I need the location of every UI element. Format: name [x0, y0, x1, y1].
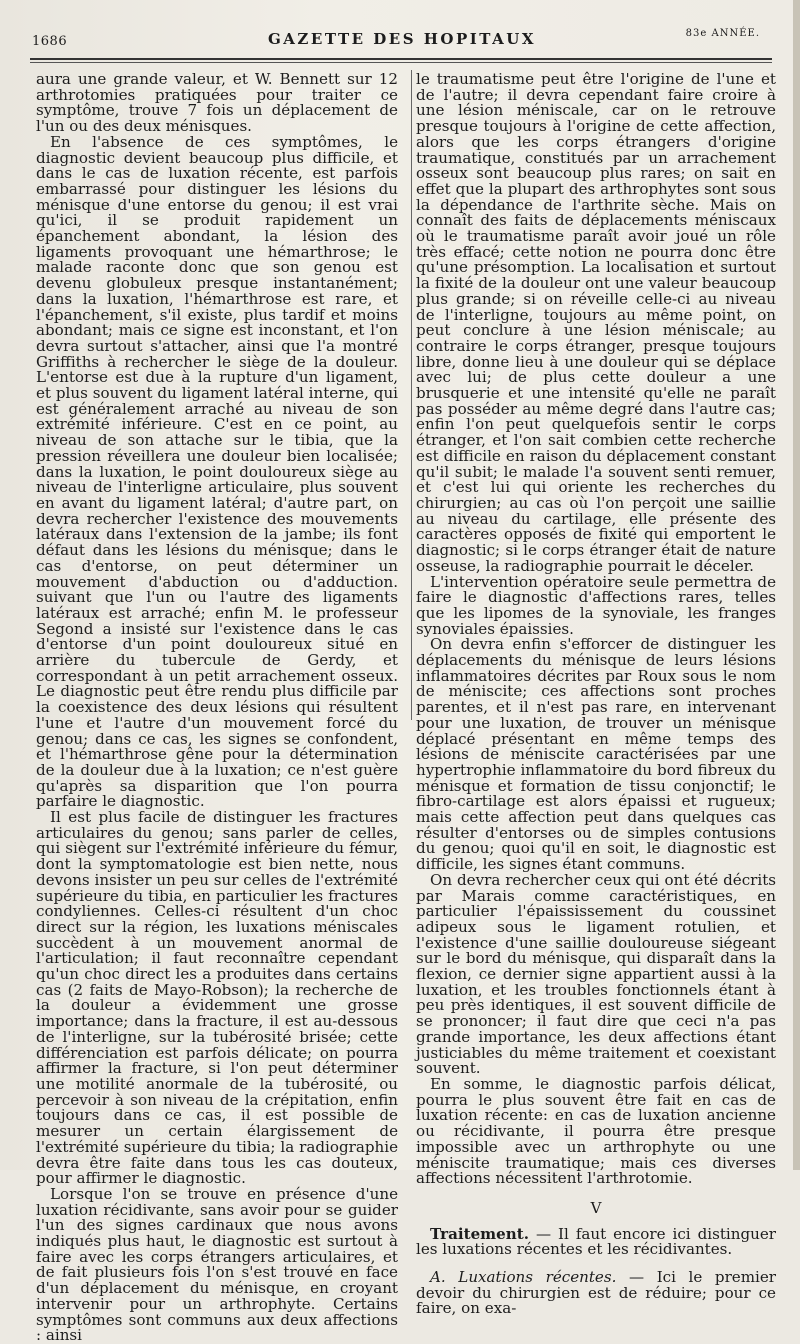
page-edge-shadow — [793, 0, 800, 1170]
subsection-text: — Ici le premier devoir du chirurgien est de réduire; pour ce faire, on exa- — [416, 1268, 776, 1318]
header-rule-thick — [30, 58, 772, 60]
page-number: 1686 — [32, 34, 68, 49]
header-rule-thin — [30, 62, 772, 63]
subsection-heading: A. Luxations récentes. — [430, 1268, 617, 1287]
section-numeral: V — [590, 1198, 602, 1217]
paragraph: En somme, le diagnostic parfois délicat, pourra le plus souvent être fait en cas de luxation récente: en cas de luxation ancienne ou récidivante, il pourra être presque impossible avec un arthrophyte ou une méniscite traumatique; mais ces diverses affections nécessitent l'arthrotomie. — [416, 1075, 776, 1188]
paragraph: aura une grande valeur, et W. Bennett sur 12 arthrotomies pratiquées pour traiter ce symptôme, trouve 7 fois un déplacement de l'un ou des deux ménisques. — [36, 70, 398, 136]
right-column-body — [416, 72, 776, 1187]
section-paragraph — [416, 1224, 776, 1259]
section-heading: Traitement. — [430, 1224, 529, 1243]
paragraph: Lorsque l'on se trouve en présence d'une luxation récidivante, sans avoir pour se guider l'un des signes cardinaux que nous avons indiqués plus haut, le diagnostic est surtout à faire avec les corps étrangers articulaires, et de fait plusieurs fois l'on s'est trouvé en face d'un déplacement du ménisque, en croyant intervenir pour un arthrophyte. Certains symptômes sont communs aux deux affections : ainsi — [36, 1184, 398, 1344]
paragraph: L'intervention opératoire seule permettra de faire le diagnostic d'affections rares, telles que les lipomes de la synoviale, les franges synoviales épaissies. — [416, 572, 776, 638]
paragraph: le traumatisme peut être l'origine de l'une et de l'autre; il devra cependant faire croire à une lésion méniscale, car on le retrouve presque toujours à l'origine de cette affection, alors que les corps étrangers d'origine traumatique, constitués par un arrachement osseux sont beaucoup plus rares; on sait en effet que la plupart des arthrophytes sont sous la dépendance de l'arthrite sèche. Mais on connaît des faits de déplacements méniscaux où le traumatisme paraît avoir joué un rôle très effacé; cette notion ne pourra donc être qu'une présomption. La localisation et surtout la fixité de la douleur ont une valeur beaucoup plus grande; si on réveille celle-ci au niveau de l'interligne, toujours au même point, on peut conclure à une lésion méniscale; au contraire le corps étranger, presque toujours libre, donne lieu à une douleur qui se déplace avec lui; de plus cette douleur a une brusquerie et une intensité qu'elle ne paraît pas posséder au même degré dans l'autre cas; enfin l'on peut quelquefois sentir le corps étranger, et l'on sait combien cette recherche est difficile en raison du déplacement constant qu'il subit; le malade l'a souvent senti remuer, et c'est lui qui oriente les recherches du chirurgien; au cas où l'on perçoit une saillie au niveau du cartilage, elle présente des caractères opposés de fixité qui emportent le diagnostic; si le corps étranger était de nature osseuse, la radiographie pourrait le déceler. — [416, 70, 776, 575]
paragraph: En l'absence de ces symptômes, le diagnostic devient beaucoup plus difficile, et dans le cas de luxation récente, est parfois embarrassé pour distinguer les lésions du ménisque d'une entorse du genou; il est vrai qu'ici, il se produit rapidement un épanchement abondant, la lésion des ligaments provoquant une hémarthrose; le malade raconte donc que son genou est devenu globuleux presque instantanément; dans la luxation, l'hémarthrose est rare, et l'épanchement, s'il existe, plus tardif et moins abondant; mais ce signe est inconstant, et l'on devra surtout s'attacher, ainsi que l'a montré Griffiths à rechercher le siège de la douleur. L'entorse est due à la rupture d'un ligament, et plus souvent du ligament latéral interne, qui est généralement arraché au niveau de son extrémité inférieure. C'est en ce point, au niveau de son attache sur le tibia, que la pression réveillera une douleur bien localisée; dans la luxation, le point douloureux siège au niveau de l'interligne articulaire, plus souvent en avant du ligament latéral; d'autre part, on devra rechercher l'existence des mouvements latéraux dans l'extension de la jambe; ils font défaut dans les lésions du ménisque; dans le cas d'entorse, on peut déterminer un mouvement d'abduction ou d'adduction. suivant que l'un ou l'autre des ligaments latéraux est arraché; enfin M. le professeur Segond a insisté sur l'existence dans le cas d'entorse d'un point douloureux situé en arrière du tubercule de Gerdy, et correspondant à un petit arrachement osseux. Le diagnostic peut être rendu plus difficile par la coexistence des deux lésions qui résultent l'une et l'autre d'un mouvement forcé du genou; dans ce cas, les signes se confondent, et l'hémarthrose gêne pour la détermination de la douleur due à la luxation; ce n'est guère qu'après sa disparition que l'on pourra parfaire le diagnostic. — [36, 132, 398, 811]
paragraph: On devra rechercher ceux qui ont été décrits par Marais comme caractéristiques, en particulier l'épaississement du coussinet adipeux sous le ligament rotulien, et l'existence d'une saillie douloureuse siégeant sur le bord du ménisque, qui disparaît dans la flexion, ce dernier signe appartient aussi à la luxation, et les troubles fonctionnels étant à peu près identiques, il est souvent difficile de se prononcer; il faut dire que ceci n'a pas grande importance, les deux affections étant justiciables du même traitement et coexistant souvent. — [416, 870, 776, 1078]
page-header — [32, 28, 772, 50]
paragraph: On devra enfin s'efforcer de distinguer les déplacements du ménisque de leurs lésions inflammatoires décrites par Roux sous le nom de méniscite; ces affections sont proches parentes, et il n'est pas rare, en intervenant pour une luxation, de trouver un ménisque déplacé présentant en même temps des lésions de méniscite caractérisées par une hypertrophie inflammatoire du bord fibreux du ménisque et formation de tissu conjonctif; le fibro-cartilage est alors épaissi et rugueux; mais cette affection peut dans quelques cas résulter d'entorses ou de simples contusions du genou; quoi qu'il en soit, le diagnostic est difficile, les signes étant communs. — [416, 635, 776, 874]
column-divider — [411, 70, 412, 720]
paragraph: Il est plus facile de distinguer les fractures articulaires du genou; sans parler de celles, qui siègent sur l'extrémité inférieure du fémur, dont la symptomatologie est bien nette, nous devons insister un peu sur celles de l'extrémité supérieure du tibia, en particulier les fractures condyliennes. Celles-ci résultent d'un choc direct sur la région, les luxations méniscales succèdent à un mouvement anormal de l'articulation; il faut reconnaître cependant qu'un choc direct les a produites dans certains cas (2 faits de Mayo-Robson); la recherche de la douleur a évidemment une grosse importance; dans la fracture, il est au-dessous de l'interligne, sur la tubérosité brisée; cette différenciation est parfois délicate; on pourra affirmer la fracture, si l'on peut déterminer une motilité anormale de la tubérosité, ou percevoir à son niveau de la crépitation, enfin toujours dans ce cas, il est possible de mesurer un certain élargissement de l'extrémité supérieure du tibia; la radiographie devra être faite dans tous les cas douteux, pour affirmer le diagnostic. — [36, 808, 398, 1188]
left-column — [36, 72, 398, 1344]
subsection-paragraph — [416, 1270, 776, 1317]
section-heading-text: — Il faut encore ici distinguer les luxations récentes et les récidivantes. — [416, 1224, 776, 1259]
year-label: 83e ANNÉE. — [685, 28, 760, 39]
journal-title: GAZETTE DES HOPITAUX — [267, 30, 536, 48]
right-column — [416, 72, 776, 1317]
